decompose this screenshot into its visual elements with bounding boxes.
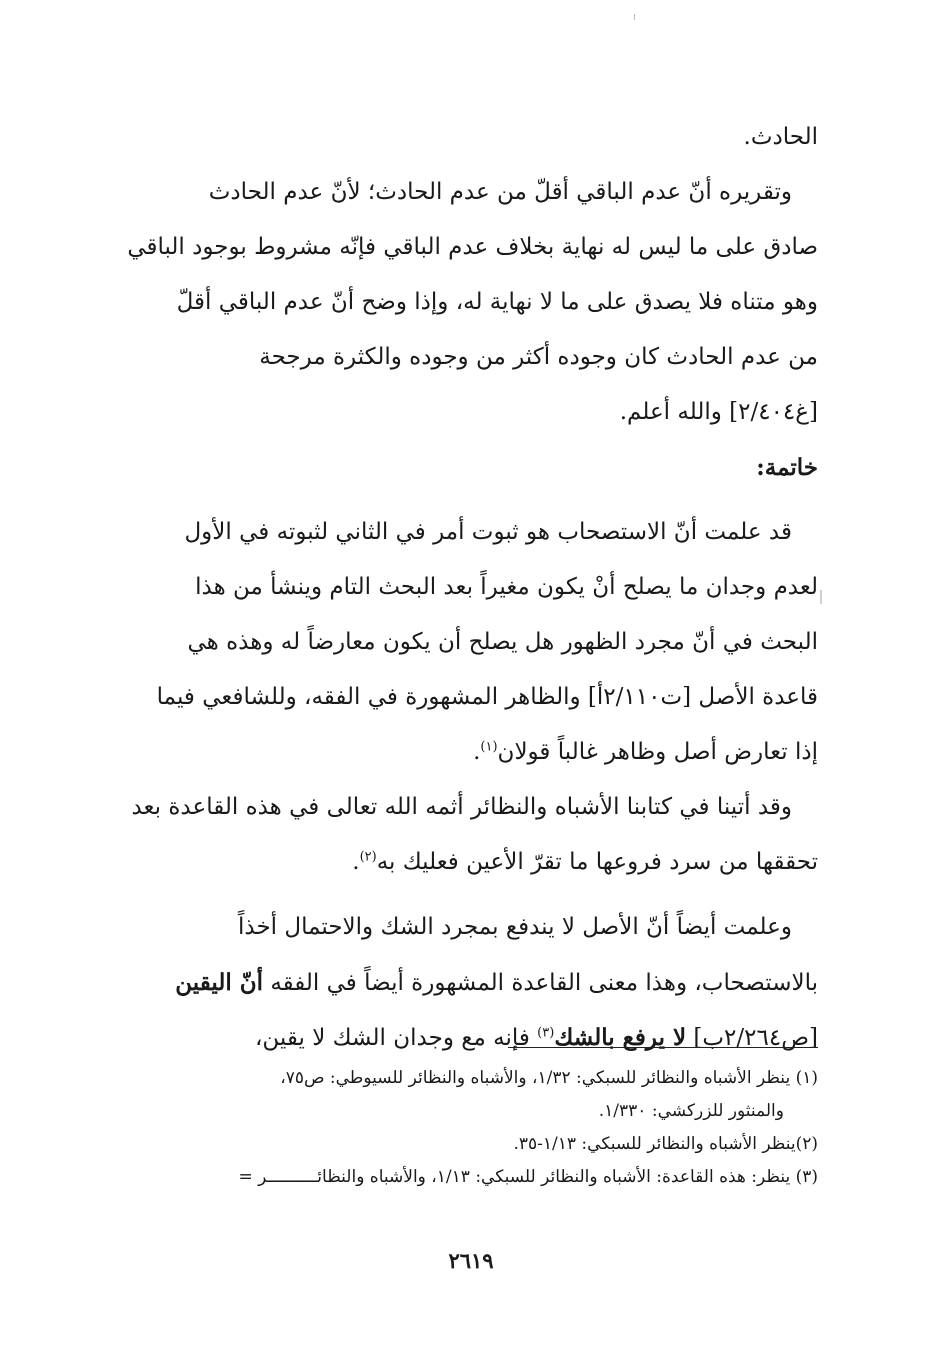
emphasis-text: لا يرفع بالشك [554, 1024, 687, 1051]
footnotes [118, 1062, 818, 1194]
footnote-divider [508, 1047, 818, 1048]
footnote: (١) ينظر الأشباه والنظائر للسبكي: ١/٣٢، والأشباه والنظائر للسيوطي: ص٧٥، [280, 1068, 818, 1088]
body-text [118, 110, 818, 1065]
footnote: والمنثور للزركشي: ١/٣٣٠. [598, 1101, 784, 1121]
body-line [118, 725, 818, 780]
body-line-text: تحققها من سرد فروعها ما تقرّ الأعين فعليك به [376, 849, 818, 875]
body-line: وتقريره أنّ عدم الباقي أقلّ من عدم الحادث؛ لأنّ عدم الحادث [208, 179, 792, 205]
footnote-marker: (١) [480, 739, 498, 755]
scan-mark [820, 590, 822, 604]
scan-mark [634, 14, 635, 20]
body-line: وهو متناه فلا يصدق على ما لا نهاية له، وإذا وضح أنّ عدم الباقي أقلّ [176, 289, 818, 315]
section-heading: خاتمة: [756, 454, 818, 481]
manuscript-ref: [ص٢/٢٦٤ب] [693, 1025, 818, 1051]
body-line [118, 1010, 818, 1065]
body-line: قاعدة الأصل [ت٢/١١٠أ] والظاهر المشهورة في الفقه، وللشافعي فيما [156, 684, 818, 710]
body-line-end: . [473, 739, 481, 765]
body-line-text: بالاستصحاب، وهذا معنى القاعدة المشهورة أيضاً في الفقه [270, 970, 818, 996]
body-line: وقد أتينا في كتابنا الأشباه والنظائر أثمه الله تعالى في هذه القاعدة بعد [131, 794, 792, 820]
body-line-text: إذا تعارض أصل وظاهر غالباً قولان [497, 739, 818, 765]
body-line: لعدم وجدان ما يصلح أنْ يكون مغيراً بعد البحث التام وينشأ من هذا [195, 574, 818, 600]
emphasis-text: أنّ اليقين [175, 969, 264, 996]
body-line [118, 955, 818, 1010]
footnote: (٢)ينظر الأشباه والنظائر للسبكي: ١/١٣-٣٥. [513, 1134, 818, 1154]
body-line-text: فإنه مع وجدان الشك لا يقين، [255, 1025, 530, 1051]
body-line: البحث في أنّ مجرد الظهور هل يصلح أن يكون معارضاً له وهذه هي [187, 629, 818, 655]
footnote-marker: (٢) [359, 849, 377, 865]
footnote-marker: (٣) [537, 1025, 555, 1041]
body-line: وعلمت أيضاً أنّ الأصل لا يندفع بمجرد الشك والاحتمال أخذاً [237, 914, 792, 940]
body-line: الحادث. [743, 124, 818, 150]
footnote: (٣) ينظر: هذه القاعدة: الأشباه والنظائر للسبكي: ١/١٣، والأشباه والنظائــــــــــر = [238, 1167, 818, 1187]
body-line-end: . [352, 849, 360, 875]
page-number: ٢٦١٩ [448, 1248, 494, 1273]
body-line: [غ٢/٤٠٤] والله أعلم. [619, 399, 818, 425]
body-line [118, 835, 818, 890]
body-line: قد علمت أنّ الاستصحاب هو ثبوت أمر في الثاني لثبوته في الأول [184, 519, 792, 545]
body-line: من عدم الحادث كان وجوده أكثر من وجوده والكثرة مرجحة [259, 344, 818, 370]
body-line: صادق على ما ليس له نهاية بخلاف عدم الباقي فإنّه مشروط بوجود الباقي [127, 234, 818, 260]
